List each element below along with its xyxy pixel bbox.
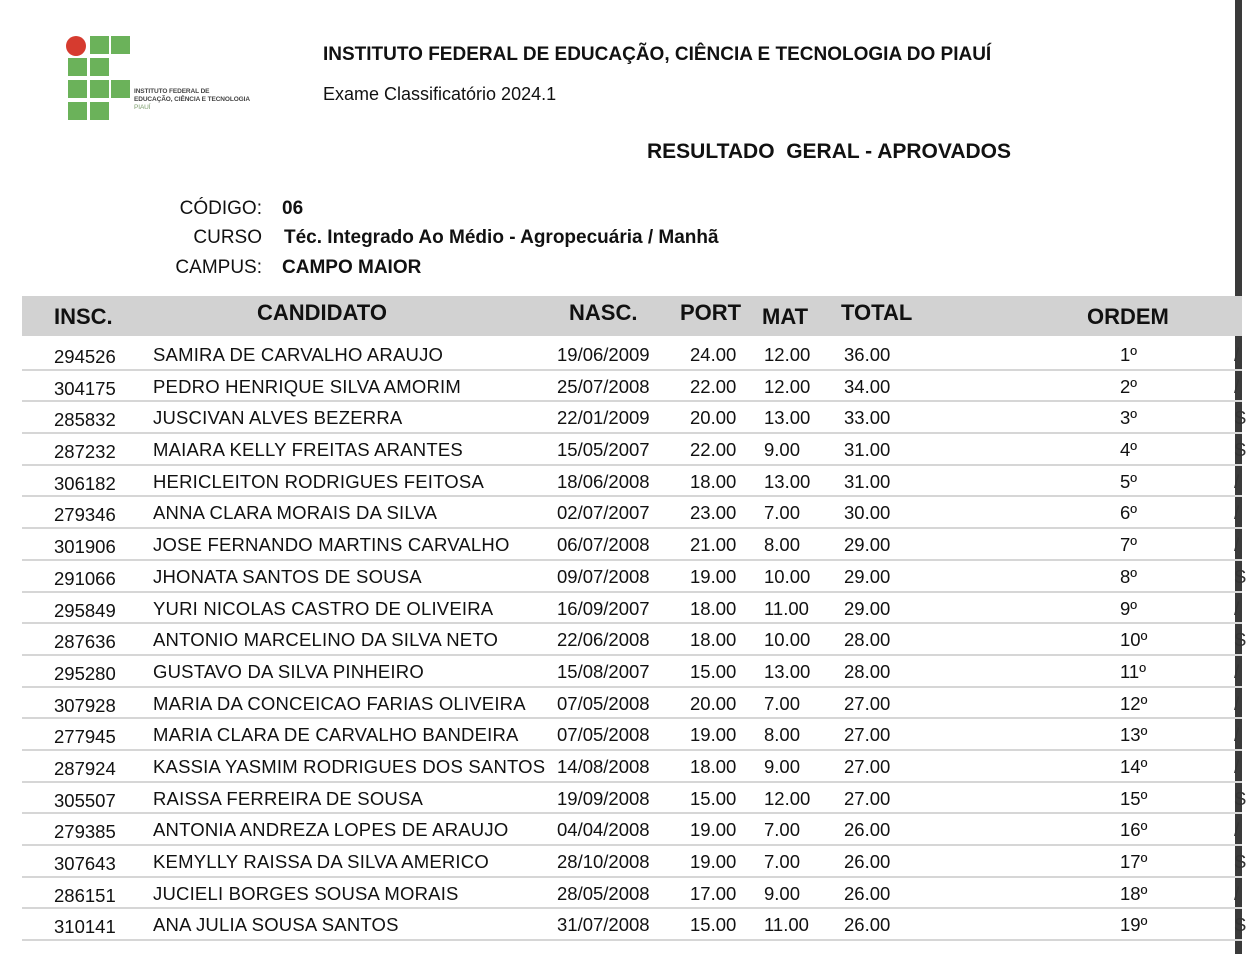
cell-ordem: 4º bbox=[1120, 439, 1138, 461]
codigo-label: CÓDIGO: bbox=[179, 198, 262, 219]
exam-subtitle: Exame Classificatório 2024.1 bbox=[323, 84, 557, 104]
cell-nasc: 22/01/2009 bbox=[557, 407, 650, 429]
cell-candidato: SAMIRA DE CARVALHO ARAUJO bbox=[153, 344, 444, 365]
cell-total: 29.00 bbox=[844, 534, 891, 556]
cell-nasc: 31/07/2008 bbox=[557, 914, 650, 936]
cell-ordem: 6º bbox=[1120, 502, 1138, 524]
cell-port: 19.00 bbox=[690, 819, 737, 841]
cell-ordem: 7º bbox=[1120, 534, 1138, 556]
cell-mat: 7.00 bbox=[764, 692, 801, 714]
cell-cutoff-column: S bbox=[1234, 851, 1246, 872]
cell-port: 17.00 bbox=[690, 882, 737, 904]
cell-candidato: GUSTAVO DA SILVA PINHEIRO bbox=[153, 660, 424, 682]
logo-square bbox=[90, 102, 109, 120]
cell-candidato: KASSIA YASMIM RODRIGUES DOS SANTOS bbox=[153, 755, 546, 777]
cell-mat: 13.00 bbox=[764, 407, 811, 429]
cell-cutoff-column: / bbox=[1234, 755, 1240, 777]
cell-port: 20.00 bbox=[690, 692, 737, 714]
cell-port: 19.00 bbox=[690, 724, 737, 746]
cell-ordem: 14º bbox=[1120, 755, 1148, 777]
table-row bbox=[22, 878, 1242, 910]
cell-port: 19.00 bbox=[690, 851, 737, 872]
cell-ordem: 15º bbox=[1120, 787, 1148, 809]
cell-nasc: 09/07/2008 bbox=[557, 565, 650, 587]
cell-mat: 10.00 bbox=[764, 629, 811, 651]
cell-cutoff-column: / bbox=[1234, 692, 1240, 714]
cell-mat: 9.00 bbox=[764, 882, 801, 904]
cell-total: 28.00 bbox=[844, 629, 891, 651]
cell-total: 26.00 bbox=[844, 882, 891, 904]
cell-nasc: 19/06/2009 bbox=[557, 344, 650, 365]
results-table-body bbox=[22, 339, 1246, 941]
col-candidato: CANDIDATO bbox=[257, 300, 387, 325]
cell-mat: 9.00 bbox=[764, 755, 801, 777]
cell-mat: 7.00 bbox=[764, 851, 801, 872]
cell-insc: 286151 bbox=[54, 884, 116, 906]
cell-cutoff-column: / bbox=[1234, 597, 1240, 619]
cell-mat: 11.00 bbox=[764, 914, 809, 936]
cell-ordem: 2º bbox=[1120, 375, 1138, 397]
cell-ordem: 9º bbox=[1120, 597, 1138, 619]
cell-total: 27.00 bbox=[844, 692, 891, 714]
cell-nasc: 04/04/2008 bbox=[557, 819, 650, 841]
cell-mat: 8.00 bbox=[764, 534, 801, 556]
cell-total: 33.00 bbox=[844, 407, 891, 429]
cell-cutoff-column: S bbox=[1234, 407, 1246, 429]
campus-value: CAMPO MAIOR bbox=[282, 257, 422, 278]
col-ordem: ORDEM bbox=[1087, 304, 1169, 329]
cell-mat: 11.00 bbox=[764, 597, 809, 619]
cell-port: 23.00 bbox=[690, 502, 737, 524]
table-row bbox=[22, 846, 1246, 878]
cell-candidato: MARIA CLARA DE CARVALHO BANDEIRA bbox=[153, 724, 519, 746]
cell-candidato: RAISSA FERREIRA DE SOUSA bbox=[153, 787, 424, 809]
cell-candidato: YURI NICOLAS CASTRO DE OLIVEIRA bbox=[153, 597, 494, 619]
cell-mat: 13.00 bbox=[764, 470, 811, 492]
col-nasc: NASC. bbox=[569, 300, 638, 325]
cell-ordem: 8º bbox=[1120, 565, 1138, 587]
cell-port: 15.00 bbox=[690, 914, 737, 936]
cell-nasc: 07/05/2008 bbox=[557, 724, 650, 746]
cell-port: 18.00 bbox=[690, 629, 737, 651]
table-row bbox=[22, 371, 1242, 403]
cell-insc: 291066 bbox=[54, 567, 116, 589]
cell-insc: 279385 bbox=[54, 821, 116, 843]
cell-port: 22.00 bbox=[690, 439, 737, 461]
cell-mat: 7.00 bbox=[764, 819, 801, 841]
cell-total: 31.00 bbox=[844, 470, 891, 492]
cell-mat: 7.00 bbox=[764, 502, 801, 524]
col-insc: INSC. bbox=[54, 304, 113, 329]
cell-insc: 287924 bbox=[54, 757, 116, 779]
table-row bbox=[22, 561, 1246, 593]
logo-square bbox=[111, 36, 130, 54]
cell-nasc: 28/10/2008 bbox=[557, 851, 650, 872]
cell-cutoff-column: S bbox=[1234, 565, 1246, 587]
cell-insc: 287636 bbox=[54, 631, 116, 653]
table-row bbox=[22, 719, 1242, 751]
cell-nasc: 07/05/2008 bbox=[557, 692, 650, 714]
cell-cutoff-column: / bbox=[1234, 470, 1240, 492]
logo-square bbox=[68, 102, 87, 120]
cell-total: 27.00 bbox=[844, 755, 891, 777]
cell-nasc: 18/06/2008 bbox=[557, 470, 650, 492]
cell-candidato: ANA JULIA SOUSA SANTOS bbox=[153, 914, 399, 936]
table-row bbox=[22, 814, 1242, 846]
cell-total: 29.00 bbox=[844, 597, 891, 619]
cell-nasc: 19/09/2008 bbox=[557, 787, 650, 809]
cell-cutoff-column: / bbox=[1234, 502, 1240, 524]
cell-port: 24.00 bbox=[690, 344, 737, 365]
logo-square bbox=[90, 36, 109, 54]
cell-cutoff-column: S bbox=[1234, 787, 1246, 809]
col-port: PORT bbox=[680, 300, 742, 325]
table-row bbox=[22, 688, 1242, 720]
cell-ordem: 10º bbox=[1120, 629, 1148, 651]
ifpi-logo bbox=[64, 34, 294, 126]
cell-candidato: PEDRO HENRIQUE SILVA AMORIM bbox=[153, 375, 461, 397]
cell-port: 20.00 bbox=[690, 407, 737, 429]
cell-port: 18.00 bbox=[690, 470, 737, 492]
cell-cutoff-column: S bbox=[1234, 439, 1246, 461]
cell-ordem: 11º bbox=[1120, 660, 1146, 682]
cell-total: 28.00 bbox=[844, 660, 891, 682]
cell-port: 15.00 bbox=[690, 787, 737, 809]
cell-nasc: 15/08/2007 bbox=[557, 660, 650, 682]
cell-total: 31.00 bbox=[844, 439, 891, 461]
cell-insc: 279346 bbox=[54, 504, 116, 526]
logo-red-dot bbox=[66, 36, 86, 56]
codigo-value: 06 bbox=[282, 198, 304, 219]
logo-square bbox=[68, 80, 87, 98]
cell-candidato: JOSE FERNANDO MARTINS CARVALHO bbox=[153, 534, 510, 556]
table-row bbox=[22, 593, 1242, 625]
logo-square bbox=[68, 58, 87, 76]
cell-mat: 9.00 bbox=[764, 439, 801, 461]
result-title: RESULTADO GERAL - APROVADOS bbox=[647, 140, 1012, 163]
cell-total: 34.00 bbox=[844, 375, 891, 397]
cell-port: 18.00 bbox=[690, 597, 737, 619]
cell-port: 22.00 bbox=[690, 375, 737, 397]
cell-total: 29.00 bbox=[844, 565, 891, 587]
institution-title: INSTITUTO FEDERAL DE EDUCAÇÃO, CIÊNCIA E TECNOLOGIA DO PIAUÍ bbox=[323, 44, 992, 65]
cell-cutoff-column: / bbox=[1234, 882, 1240, 904]
cell-total: 26.00 bbox=[844, 819, 891, 841]
table-row bbox=[22, 434, 1246, 466]
cell-cutoff-column: / bbox=[1234, 344, 1240, 365]
cell-mat: 12.00 bbox=[764, 344, 811, 365]
table-row bbox=[22, 624, 1246, 656]
logo-text-line: PIAUÍ bbox=[134, 104, 151, 111]
cell-total: 36.00 bbox=[844, 344, 891, 365]
cell-ordem: 12º bbox=[1120, 692, 1148, 714]
cell-ordem: 13º bbox=[1120, 724, 1148, 746]
cell-ordem: 1º bbox=[1120, 344, 1138, 365]
col-mat: MAT bbox=[762, 304, 809, 329]
cell-ordem: 18º bbox=[1120, 882, 1148, 904]
cell-total: 30.00 bbox=[844, 502, 891, 524]
cell-nasc: 02/07/2007 bbox=[557, 502, 650, 524]
cell-mat: 13.00 bbox=[764, 660, 811, 682]
logo-text-line: INSTITUTO FEDERAL DE bbox=[134, 88, 210, 95]
cell-insc: 304175 bbox=[54, 377, 116, 399]
cell-nasc: 14/08/2008 bbox=[557, 755, 650, 777]
cell-insc: 307643 bbox=[54, 853, 116, 874]
cell-insc: 307928 bbox=[54, 694, 116, 716]
cell-insc: 306182 bbox=[54, 472, 116, 494]
cell-mat: 10.00 bbox=[764, 565, 811, 587]
table-header bbox=[22, 296, 1242, 336]
cell-insc: 310141 bbox=[54, 916, 116, 938]
campus-label: CAMPUS: bbox=[175, 257, 262, 278]
table-row bbox=[22, 497, 1242, 529]
cell-cutoff-column: / bbox=[1234, 819, 1240, 841]
cell-insc: 294526 bbox=[54, 346, 116, 367]
logo-text bbox=[134, 88, 250, 112]
cell-port: 21.00 bbox=[690, 534, 737, 556]
cell-cutoff-column: S bbox=[1234, 629, 1246, 651]
logo-square bbox=[90, 58, 109, 76]
cell-ordem: 19º bbox=[1120, 914, 1148, 936]
cell-candidato: JUCIELI BORGES SOUSA MORAIS bbox=[153, 882, 459, 904]
cell-candidato: JUSCIVAN ALVES BEZERRA bbox=[153, 407, 403, 429]
cell-candidato: ANTONIO MARCELINO DA SILVA NETO bbox=[153, 629, 499, 651]
cell-insc: 305507 bbox=[54, 789, 116, 811]
cell-mat: 12.00 bbox=[764, 787, 811, 809]
cell-cutoff-column: / bbox=[1234, 534, 1240, 556]
cell-cutoff-column: / bbox=[1234, 724, 1240, 746]
cell-mat: 8.00 bbox=[764, 724, 801, 746]
cell-cutoff-column: S bbox=[1234, 914, 1246, 936]
cell-mat: 12.00 bbox=[764, 375, 811, 397]
curso-label: CURSO bbox=[193, 227, 262, 248]
cell-insc: 285832 bbox=[54, 409, 116, 431]
logo-square bbox=[90, 80, 109, 98]
cell-port: 15.00 bbox=[690, 660, 737, 682]
cell-insc: 287232 bbox=[54, 441, 116, 463]
table-row bbox=[22, 529, 1242, 561]
cell-total: 26.00 bbox=[844, 914, 891, 936]
curso-value: Téc. Integrado Ao Médio - Agropecuária / Manhã bbox=[284, 227, 719, 248]
table-row bbox=[22, 402, 1246, 434]
cell-insc: 277945 bbox=[54, 726, 116, 748]
cell-insc: 295280 bbox=[54, 662, 116, 684]
cell-cutoff-column: / bbox=[1234, 660, 1240, 682]
cell-insc: 295849 bbox=[54, 599, 116, 621]
cell-ordem: 5º bbox=[1120, 470, 1138, 492]
cell-total: 27.00 bbox=[844, 787, 891, 809]
cell-total: 27.00 bbox=[844, 724, 891, 746]
cell-total: 26.00 bbox=[844, 851, 891, 872]
logo-square bbox=[111, 80, 130, 98]
cell-port: 18.00 bbox=[690, 755, 737, 777]
cell-nasc: 15/05/2007 bbox=[557, 439, 650, 461]
table-row bbox=[22, 656, 1242, 688]
cell-ordem: 3º bbox=[1120, 407, 1138, 429]
cell-candidato: JHONATA SANTOS DE SOUSA bbox=[153, 565, 422, 587]
cell-ordem: 16º bbox=[1120, 819, 1148, 841]
cell-candidato: ANNA CLARA MORAIS DA SILVA bbox=[153, 502, 438, 524]
logo-text-line: EDUCAÇÃO, CIÊNCIA E TECNOLOGIA bbox=[134, 96, 250, 103]
cell-cutoff-column: / bbox=[1234, 375, 1240, 397]
cell-nasc: 25/07/2008 bbox=[557, 375, 650, 397]
cell-candidato: KEMYLLY RAISSA DA SILVA AMERICO bbox=[153, 851, 489, 872]
table-row bbox=[22, 909, 1246, 941]
cell-nasc: 16/09/2007 bbox=[557, 597, 650, 619]
cell-candidato: HERICLEITON RODRIGUES FEITOSA bbox=[153, 470, 484, 492]
table-row bbox=[22, 466, 1242, 498]
cell-candidato: ANTONIA ANDREZA LOPES DE ARAUJO bbox=[153, 819, 509, 841]
table-row bbox=[22, 751, 1242, 783]
cell-port: 19.00 bbox=[690, 565, 737, 587]
cell-nasc: 22/06/2008 bbox=[557, 629, 650, 651]
table-row bbox=[22, 783, 1246, 815]
cell-candidato: MAIARA KELLY FREITAS ARANTES bbox=[153, 439, 463, 461]
cell-nasc: 06/07/2008 bbox=[557, 534, 650, 556]
cell-nasc: 28/05/2008 bbox=[557, 882, 650, 904]
col-total: TOTAL bbox=[841, 300, 913, 325]
cell-candidato: MARIA DA CONCEICAO FARIAS OLIVEIRA bbox=[153, 692, 526, 714]
table-row bbox=[22, 339, 1242, 371]
cell-ordem: 17º bbox=[1120, 851, 1148, 872]
cell-insc: 301906 bbox=[54, 536, 116, 558]
